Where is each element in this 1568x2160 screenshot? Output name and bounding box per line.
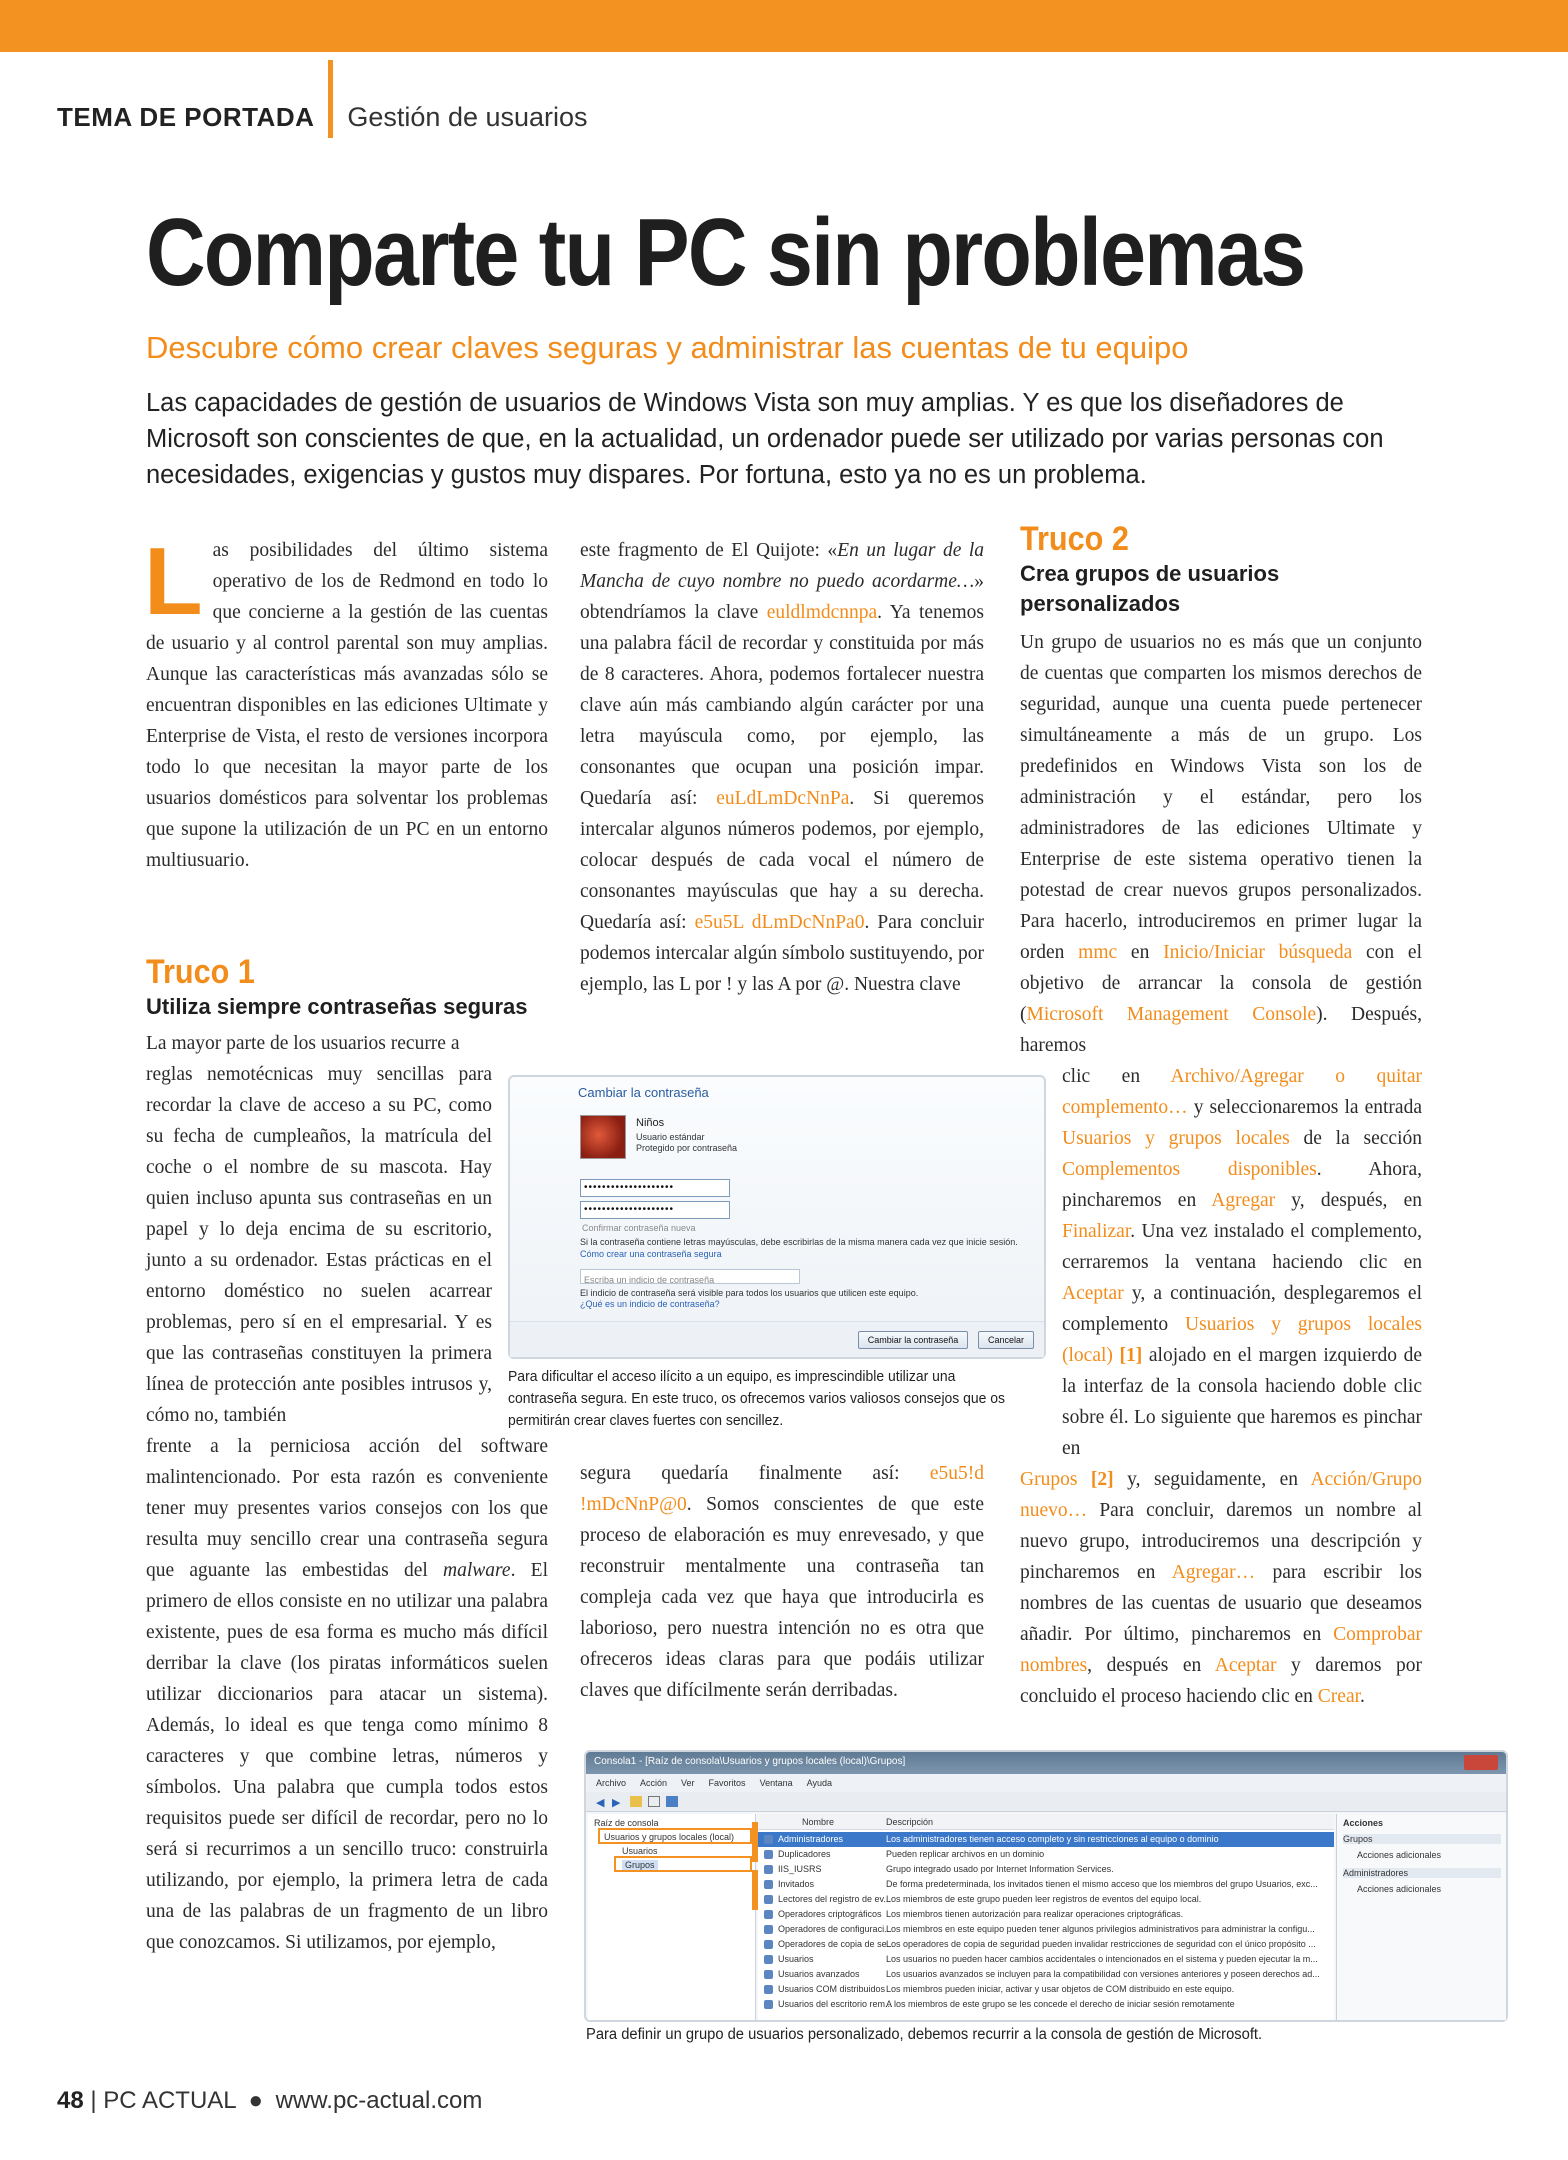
dialog-title: Cambiar la contraseña [578,1085,709,1100]
header-divider [328,60,333,138]
table-row[interactable] [758,1997,1334,2012]
group-name: IIS_IUSRS [778,1864,822,1874]
hint-placeholder: Escriba un indicio de contraseña [584,1275,715,1285]
ui-term: Aceptar [1062,1283,1124,1304]
paragraph [1020,1464,1422,1712]
text-run: ). Después, haremos [1020,1004,1422,1056]
text-run: Para concluir, daremos un nombre al nuevo grupo, introduciremos una descripción y pincharemos en [1020,1500,1422,1583]
change-password-button[interactable]: Cambiar la contraseña [858,1331,968,1349]
article-intro: Las capacidades de gestión de usuarios de Windows Vista son muy amplias. Y es que los diseñadores de Microsoft son conscientes de que, en la actualidad, un ordenador puede ser utilizado por varias personas con necesidades, exigencias y gustos muy dispares. Por fortuna, esto ya no es un problema. [146,389,1384,489]
what-is-hint-link[interactable]: ¿Qué es un indicio de contraseña? [580,1299,720,1309]
text-run: y seleccionaremos la entrada [1187,1097,1422,1118]
actions-more-1[interactable]: Acciones adicionales [1357,1850,1442,1860]
menu-path: Acción/Grupo nuevo… [1020,1469,1422,1521]
menu-ventana[interactable]: Ventana [759,1778,793,1788]
cancel-button[interactable]: Cancelar [978,1331,1034,1349]
group-description: De forma predeterminada, los invitados tienen el mismo acceso que los miembros del grupo Usuarios, exc... [886,1879,1318,1889]
page-footer [57,2087,482,2115]
group-icon [764,2000,773,2009]
truco-2-title: Truco 2 [1020,520,1129,558]
text-run: de la sección [1289,1128,1422,1149]
group-description: Los miembros pueden iniciar, activar y usar objetos de COM distribuido en este equipo. [886,1984,1235,1994]
italic-term: malware [443,1560,511,1581]
section-topic: Gestión de usuarios [347,101,588,132]
tree-node-users[interactable]: Usuarios [622,1846,658,1856]
group-icon [764,1925,773,1934]
section-label: TEMA DE PORTADA [57,101,315,132]
column-3 [1020,627,1422,1712]
text-run: frente a la perniciosa acción del software malintencionado. Por esta razón es conveniente tener muy presentes varios consejos con los que resulta muy sencillo crear una contraseña segura que aguante las embestidas del [146,1436,548,1581]
ui-term: Finalizar [1062,1221,1131,1242]
page-header [57,100,588,134]
text-run: alojado en el margen izquierdo de la interfaz de la consola haciendo doble clic sobre él. Lo siguiente que haremos es pinchar en [1062,1345,1422,1459]
group-name: Usuarios del escritorio rem... [778,1999,893,2009]
ui-term: Agregar… [1171,1562,1256,1583]
text-run: y, seguidamente, en [1113,1469,1311,1490]
user-protection: Protegido por contraseña [636,1143,738,1153]
table-row[interactable] [758,1862,1334,1877]
console-title: Consola1 - [Raíz de consola\Usuarios y grupos locales (local)\Grupos] [594,1756,906,1767]
group-description: Grupo integrado usado por Internet Information Services. [886,1864,1114,1874]
highlight-box-1 [598,1828,752,1844]
text-run: para escribir los nombres de las cuentas de usuario que deseamos añadir. Por último, pincharemos en [1020,1562,1422,1645]
menu-ayuda[interactable]: Ayuda [806,1778,832,1788]
mmc-console-screenshot [584,1750,1508,2022]
text-run: , después en [1087,1655,1215,1676]
quote: En un lugar de la Mancha de cuyo nombre no puedo acordarme… [580,540,984,592]
text-run: . Para concluir podemos intercalar algún símbolo sustituyendo, por ejemplo, las L por ! y las A por @. Nuestra clave [580,912,985,995]
ui-term: Usuarios y grupos locales [1062,1128,1290,1149]
group-description: Los usuarios avanzados se incluyen para la compatibilidad con versiones anteriores y poseen derechos ad... [886,1969,1320,1979]
table-row[interactable] [758,1877,1334,1892]
console-list-pane [758,1814,1334,2020]
folder-icon[interactable] [630,1796,642,1807]
actions-group-admins[interactable]: Administradores [1343,1868,1501,1878]
console-toolbar [586,1792,1506,1812]
user-name: Niños [636,1117,665,1129]
back-icon[interactable]: ◀ [596,1797,605,1809]
truco-2-subtitle: Crea grupos de usuarios personalizados [1020,561,1280,616]
ui-term: Comprobar nombres [1020,1624,1422,1676]
command-mmc: mmc [1078,942,1118,963]
group-icon [764,1880,773,1889]
text-run: » obtendríamos la clave [580,571,984,623]
ui-term: Grupos [1020,1469,1078,1490]
console-tree-pane [588,1814,756,2020]
article-title: Comparte tu PC sin problemas [146,199,1305,306]
text-run: clic en [1062,1066,1171,1087]
text-run: . Si queremos intercalar algunos números podemos, por ejemplo, colocar después de cada vocal el número de consonantes mayúsculas que hay a su derecha. Quedaría así: [580,788,984,933]
group-name: Duplicadores [778,1849,831,1859]
new-password-field[interactable]: •••••••••••••••••••• [580,1201,730,1219]
column-1-body [146,1028,548,1958]
actions-header: Acciones [1343,1818,1384,1828]
group-description: Los miembros en este equipo pueden tener algunos privilegios administrativos para administrar la configu... [886,1924,1315,1934]
text-run: este fragmento de El Quijote: « [580,540,838,561]
column-2-bottom [580,1458,984,1706]
user-type: Usuario estándar [636,1132,705,1142]
example-key-3: e5u5L dLmDcNnPa0 [694,912,865,933]
menu-ver[interactable]: Ver [681,1778,695,1788]
text-run: con el objetivo de arrancar la consola de gestión ( [1020,942,1422,1025]
group-icon [764,1985,773,1994]
ui-term: Agregar [1211,1190,1276,1211]
article-subtitle: Descubre cómo crear claves seguras y administrar las cuentas de tu equipo [146,330,1189,365]
group-description: Los operadores de copia de seguridad pueden invalidar restricciones de seguridad con el único propósito ... [886,1939,1316,1949]
paragraph [146,1431,548,1958]
table-row[interactable] [758,1982,1334,1997]
group-icon [764,1940,773,1949]
ui-term: Crear [1317,1686,1361,1707]
truco-1-title: Truco 1 [146,953,255,991]
ui-term: Aceptar [1214,1655,1277,1676]
website-url: www.pc-actual.com [275,2087,483,2114]
menu-path: Inicio/Iniciar búsqueda [1163,942,1353,963]
forward-icon[interactable]: ▶ [612,1797,621,1809]
paragraph-indented [1020,1061,1422,1464]
tree-root[interactable]: Raíz de consola [594,1818,659,1828]
table-row[interactable] [758,1847,1334,1862]
table-row[interactable] [758,1952,1334,1967]
truco-1-subtitle: Utiliza siempre contraseñas seguras [146,994,528,1019]
text-run: y daremos por concluido el proceso haciendo clic en [1020,1655,1422,1707]
group-name: Invitados [778,1879,815,1889]
table-row[interactable] [758,1922,1334,1937]
example-key-1: euldlmdcnnpa [766,602,878,623]
menu-archivo[interactable]: Archivo [596,1778,627,1788]
figure-1-caption: Para dificultar el acceso ilícito a un equipo, es imprescindible utilizar una contraseña segura. En este truco, os ofrecemos varios valiosos consejos que os permitirán crear claves fuertes con sencillez. [508,1368,1006,1429]
text-run: . Ahora, pincharemos en [1062,1159,1422,1211]
example-key-4: e5u5!d !mDcNnP@0 [580,1463,984,1515]
group-icon [764,1865,773,1874]
highlight-box-2 [614,1856,752,1872]
menu-accion[interactable]: Acción [640,1778,668,1788]
text-run: . Somos conscientes de que este proceso de elaboración es muy enrevesado, y que reconstruir mentalmente una contraseña tan compleja cada vez que haya que introducirla es laborioso, pero nuestra intención no es otra que ofreceros ideas claras para que podáis utilizar claves que difícilmente serán derribadas. [580,1494,984,1701]
menu-path: Archivo/Agregar o quitar complemento… [1062,1066,1422,1118]
group-icon [764,1895,773,1904]
user-picture [580,1115,626,1159]
text-run: . El primero de ellos consiste en no utilizar una palabra existente, pues de esa forma es mucho más difícil derribar la clave (los piratas informáticos suelen utilizar diccionarios para atacar un sistema). Además, lo ideal es que tenga como mínimo 8 caracteres y que combine letras, números y símbolos. Una palabra que cumpla todos estos requisitos puede ser difícil de recordar, pero no lo será si recurrimos a un sencillo truco: construirla utilizando, por ejemplo, la primera letra de cada una de las palabras de un fragmento de un libro que conozcamos. Si utilizamos, por ejemplo, [146,1560,548,1953]
case-warning: Si la contraseña contiene letras mayúsculas, debe escribirlas de la misma manera cada vez que inicie sesión. [580,1237,1018,1247]
console-actions-pane [1336,1814,1506,2020]
page-number: 48 [57,2087,84,2114]
truco-2-heading [1020,520,1430,619]
close-icon[interactable] [1464,1755,1498,1770]
ui-term: Usuarios y grupos locales (local) [1062,1314,1422,1366]
menu-favoritos[interactable]: Favoritos [708,1778,746,1788]
group-name: Usuarios COM distribuidos [778,1984,886,1994]
truco-1-heading [146,953,566,1022]
group-name: Lectores del registro de ev... [778,1894,891,1904]
actions-group-grupos[interactable]: Grupos [1343,1834,1501,1844]
list-header [758,1814,1334,1830]
text-run: segura quedaría finalmente así: [580,1463,930,1484]
text-run: Un grupo de usuarios no es más que un conjunto de cuentas que comparten los mismos derechos de seguridad, aunque una cuenta puede pertenecer simultáneamente a más de un grupo. Los predefinidos en Windows Vista son los de administración y el estándar, pero los administradores de las ediciones Ultimate y Enterprise de este sistema operativo tienen la potestad de crear nuevos grupos personalizados. Para hacerlo, introduciremos en primer lugar la orden [1020,632,1422,963]
text-run: y, a continuación, desplegaremos el complemento [1062,1283,1422,1335]
confirm-password-placeholder[interactable]: Confirmar contraseña nueva [582,1223,696,1233]
paragraph-wrapped: reglas nemotécnicas muy sencillas para recordar la clave de acceso a su PC, como su fecha de cumpleaños, la matrícula del coche o el nombre de su mascota. Hay quien incluso apunta sus contraseñas en un papel y lo deja encima de su escritorio, junto a su ordenador. Estas prácticas en el entorno doméstico no suelen acarrear problemas, pero sí en el empresarial. Y es que las contraseñas constituyen la primera línea de protección ante posibles intrusos y, cómo no, también [146,1064,492,1426]
footer-separator: | [90,2087,97,2114]
view-icon[interactable] [648,1796,660,1807]
console-titlebar [586,1752,1506,1774]
group-icon [764,1970,773,1979]
figure-2-caption: Para definir un grupo de usuarios personalizado, debemos recurrir a la consola de gestión de Microsoft. [586,2026,1263,2043]
paragraph [1020,627,1422,1061]
column-1-intro [144,528,548,876]
top-color-bar [0,0,1568,52]
group-name: Usuarios avanzados [778,1969,860,1979]
group-description: Los usuarios no pueden hacer cambios accidentales o intencionados en el sistema y pueden ejecutar la m... [886,1954,1318,1964]
group-description: Los miembros de este grupo pueden leer registros de eventos del equipo local. [886,1894,1202,1904]
table-row[interactable] [758,1937,1334,1952]
app-name: Microsoft Management Console [1026,1004,1317,1025]
text-run: y, después, en [1275,1190,1422,1211]
actions-more-2[interactable]: Acciones adicionales [1357,1884,1442,1894]
group-icon [764,1955,773,1964]
group-name: Operadores de configuraci... [778,1924,892,1934]
magazine-name: PC ACTUAL [103,2087,236,2114]
group-name: Operadores criptográficos [778,1909,882,1919]
footer-bullet: ● [248,2087,263,2114]
table-row[interactable] [758,1967,1334,1982]
group-icon [764,1850,773,1859]
table-row[interactable] [758,1832,1334,1847]
hint-note: El indicio de contraseña será visible para todos los usuarios que utilicen este equipo. [580,1288,919,1298]
password-dialog-screenshot [508,1075,1046,1359]
group-name: Usuarios [778,1954,814,1964]
column-name[interactable]: Nombre [802,1817,835,1827]
group-description: Pueden replicar archivos en un dominio [886,1849,1045,1859]
table-row[interactable] [758,1907,1334,1922]
text-run: . Ya tenemos una palabra fácil de recordar y constituida por más de 8 caracteres. Ahora, podemos fortalecer nuestra clave aún más cambiando algún carácter por una letra mayúscula como, por ejemplo, las consonantes que ocupan una posición impar. Quedaría así: [580,602,984,809]
group-description: Los miembros tienen autorización para realizar operaciones criptográficas. [886,1909,1184,1919]
paragraph: La mayor parte de los usuarios recurre a [146,1033,460,1054]
create-secure-password-link[interactable]: Cómo crear una contraseña segura [580,1249,722,1259]
intro-paragraph: as posibilidades del último sistema operativo de los de Redmond en todo lo que concierne a la gestión de las cuentas de usuario y al control parental son muy amplias. Aunque las características más avanzadas sólo se encuentran disponibles en las ediciones Ultimate y Enterprise de Vista, el resto de versiones incorpora todo lo que necesitan la mayor parte de los usuarios domésticos para solventar los problemas que supone la utilización de un PC en un entorno multiusuario. [146,540,548,871]
text-run: en [1117,942,1164,963]
group-icon [764,1835,773,1844]
console-menubar [586,1774,1506,1792]
help-icon[interactable] [666,1796,678,1807]
table-row[interactable] [758,1892,1334,1907]
figure-ref-2: [2] [1090,1469,1114,1490]
current-password-field[interactable]: •••••••••••••••••••• [580,1179,730,1197]
drop-cap: L [144,528,203,635]
tree-node-groups[interactable]: Grupos [622,1860,658,1870]
text-run: . Una vez instalado el complemento, cerraremos la ventana haciendo clic en [1062,1221,1422,1273]
column-description[interactable]: Descripción [886,1817,934,1827]
group-description: A los miembros de este grupo se les concede el derecho de iniciar sesión remotamente [886,1999,1235,2009]
group-name: Operadores de copia de se... [778,1939,895,1949]
group-name: Administradores [778,1834,844,1844]
ui-term: Complementos disponibles [1062,1159,1317,1180]
example-key-2: euLdLmDcNnPa [716,788,850,809]
group-icon [764,1910,773,1919]
tree-node-local-users-groups[interactable]: Usuarios y grupos locales (local) [604,1832,735,1842]
column-2-top [580,535,984,1000]
text-run: . [1360,1686,1365,1707]
group-description: Los administradores tienen acceso completo y sin restricciones al equipo o dominio [886,1834,1219,1844]
hint-field[interactable] [580,1269,800,1284]
figure-ref-1: [1] [1119,1345,1143,1366]
